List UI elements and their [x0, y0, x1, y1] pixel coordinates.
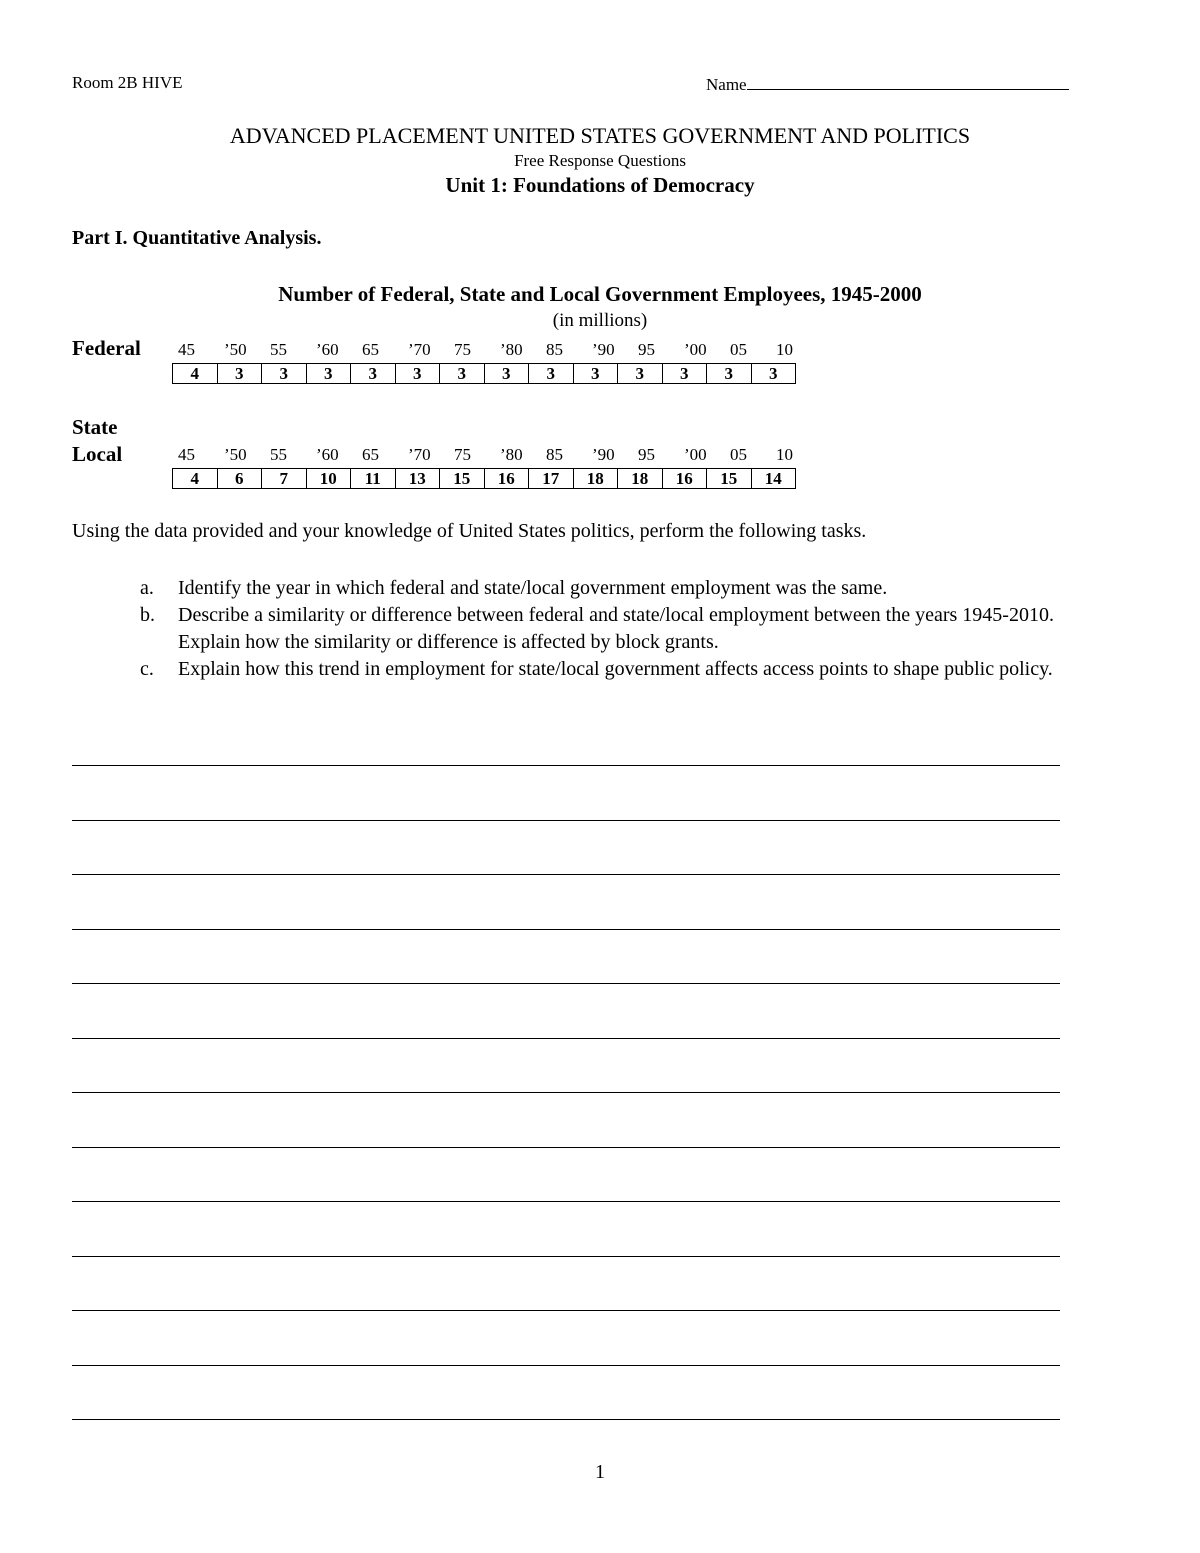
- course-title: ADVANCED PLACEMENT UNITED STATES GOVERNMENT AND POLITICS: [229, 123, 971, 148]
- task-list: [140, 575, 1100, 683]
- value-cell: 18: [573, 469, 618, 489]
- year-label: ’70: [408, 340, 431, 359]
- name-field[interactable]: [706, 73, 1069, 95]
- value-cell: 4: [173, 364, 218, 384]
- year-label: 75: [454, 445, 471, 464]
- answer-line[interactable]: [72, 765, 1060, 766]
- answer-line[interactable]: [72, 874, 1060, 875]
- year-label: 75: [454, 340, 471, 359]
- year-label: ’00: [684, 445, 707, 464]
- year-label: 45: [178, 340, 195, 359]
- value-cell: 3: [262, 364, 307, 384]
- year-label: 55: [270, 340, 287, 359]
- value-cell: 3: [351, 364, 396, 384]
- task-text: Identify the year in which federal and state/local government employment was the same.: [178, 577, 888, 599]
- task-c: [140, 656, 1100, 683]
- course-subtitle: Free Response Questions: [514, 151, 686, 170]
- task-b: [140, 602, 1100, 656]
- value-cell: 3: [751, 364, 796, 384]
- year-label: ’50: [224, 445, 247, 464]
- answer-line[interactable]: [72, 1038, 1060, 1039]
- year-label: 45: [178, 445, 195, 464]
- year-label: ’80: [500, 340, 523, 359]
- value-cell: 18: [618, 469, 663, 489]
- year-label: ’60: [316, 445, 339, 464]
- year-label: 65: [362, 445, 379, 464]
- answer-line[interactable]: [72, 929, 1060, 930]
- chart-title: Number of Federal, State and Local Government Employees, 1945-2000: [278, 282, 922, 306]
- year-label: 10: [776, 340, 793, 359]
- year-label: ’80: [500, 445, 523, 464]
- year-label: ’50: [224, 340, 247, 359]
- year-label: ’60: [316, 340, 339, 359]
- task-letter: c.: [140, 658, 154, 680]
- year-label: ’70: [408, 445, 431, 464]
- year-label: 85: [546, 445, 563, 464]
- value-cell: 4: [173, 469, 218, 489]
- task-text: Describe a similarity or difference between federal and state/local employment between the years 1945-2010. Explain how the similarity or difference is affected by block grants.: [178, 604, 1054, 653]
- value-cell: 7: [262, 469, 307, 489]
- value-cell: 11: [351, 469, 396, 489]
- year-label: ’00: [684, 340, 707, 359]
- local-label: Local: [72, 442, 123, 466]
- value-cell: 6: [217, 469, 262, 489]
- state-label: State: [72, 415, 118, 439]
- value-cell: 3: [395, 364, 440, 384]
- part-heading: Part I. Quantitative Analysis.: [72, 227, 322, 249]
- value-cell: 14: [751, 469, 796, 489]
- federal-values-table: [172, 363, 796, 384]
- year-label: 95: [638, 340, 655, 359]
- answer-line[interactable]: [72, 1092, 1060, 1093]
- unit-title: Unit 1: Foundations of Democracy: [445, 173, 755, 197]
- task-text: Explain how this trend in employment for state/local government affects access points to shape public policy.: [178, 658, 1053, 680]
- value-cell: 3: [573, 364, 618, 384]
- year-label: ’90: [592, 340, 615, 359]
- value-cell: 3: [484, 364, 529, 384]
- value-cell: 3: [306, 364, 351, 384]
- answer-line[interactable]: [72, 983, 1060, 984]
- state-local-values-table: [172, 468, 796, 489]
- value-cell: 3: [529, 364, 574, 384]
- task-a: [140, 575, 1100, 602]
- name-label: Name: [706, 75, 747, 94]
- answer-line[interactable]: [72, 1419, 1060, 1420]
- task-letter: b.: [140, 604, 155, 626]
- year-label: 95: [638, 445, 655, 464]
- value-cell: 17: [529, 469, 574, 489]
- value-cell: 13: [395, 469, 440, 489]
- answer-line[interactable]: [72, 1201, 1060, 1202]
- value-cell: 3: [618, 364, 663, 384]
- answer-line[interactable]: [72, 1310, 1060, 1311]
- value-cell: 10: [306, 469, 351, 489]
- answer-line[interactable]: [72, 1365, 1060, 1366]
- year-label: 10: [776, 445, 793, 464]
- value-cell: 15: [707, 469, 752, 489]
- value-cell: 3: [217, 364, 262, 384]
- year-label: ’90: [592, 445, 615, 464]
- year-label: 55: [270, 445, 287, 464]
- year-label: 05: [730, 340, 747, 359]
- value-cell: 3: [662, 364, 707, 384]
- value-cell: 3: [440, 364, 485, 384]
- chart-subtitle: (in millions): [552, 310, 648, 331]
- room-label: Room 2B HIVE: [72, 73, 183, 92]
- task-letter: a.: [140, 577, 154, 599]
- year-label: 85: [546, 340, 563, 359]
- page-number: 1: [595, 1461, 605, 1483]
- answer-line[interactable]: [72, 820, 1060, 821]
- value-cell: 3: [707, 364, 752, 384]
- year-label: 65: [362, 340, 379, 359]
- name-blank-line[interactable]: [747, 73, 1069, 90]
- answer-line[interactable]: [72, 1147, 1060, 1148]
- answer-line[interactable]: [72, 1256, 1060, 1257]
- year-label: 05: [730, 445, 747, 464]
- value-cell: 16: [662, 469, 707, 489]
- federal-label: Federal: [72, 336, 141, 360]
- value-cell: 16: [484, 469, 529, 489]
- value-cell: 15: [440, 469, 485, 489]
- instructions: Using the data provided and your knowledge of United States politics, perform the following tasks.: [72, 520, 867, 542]
